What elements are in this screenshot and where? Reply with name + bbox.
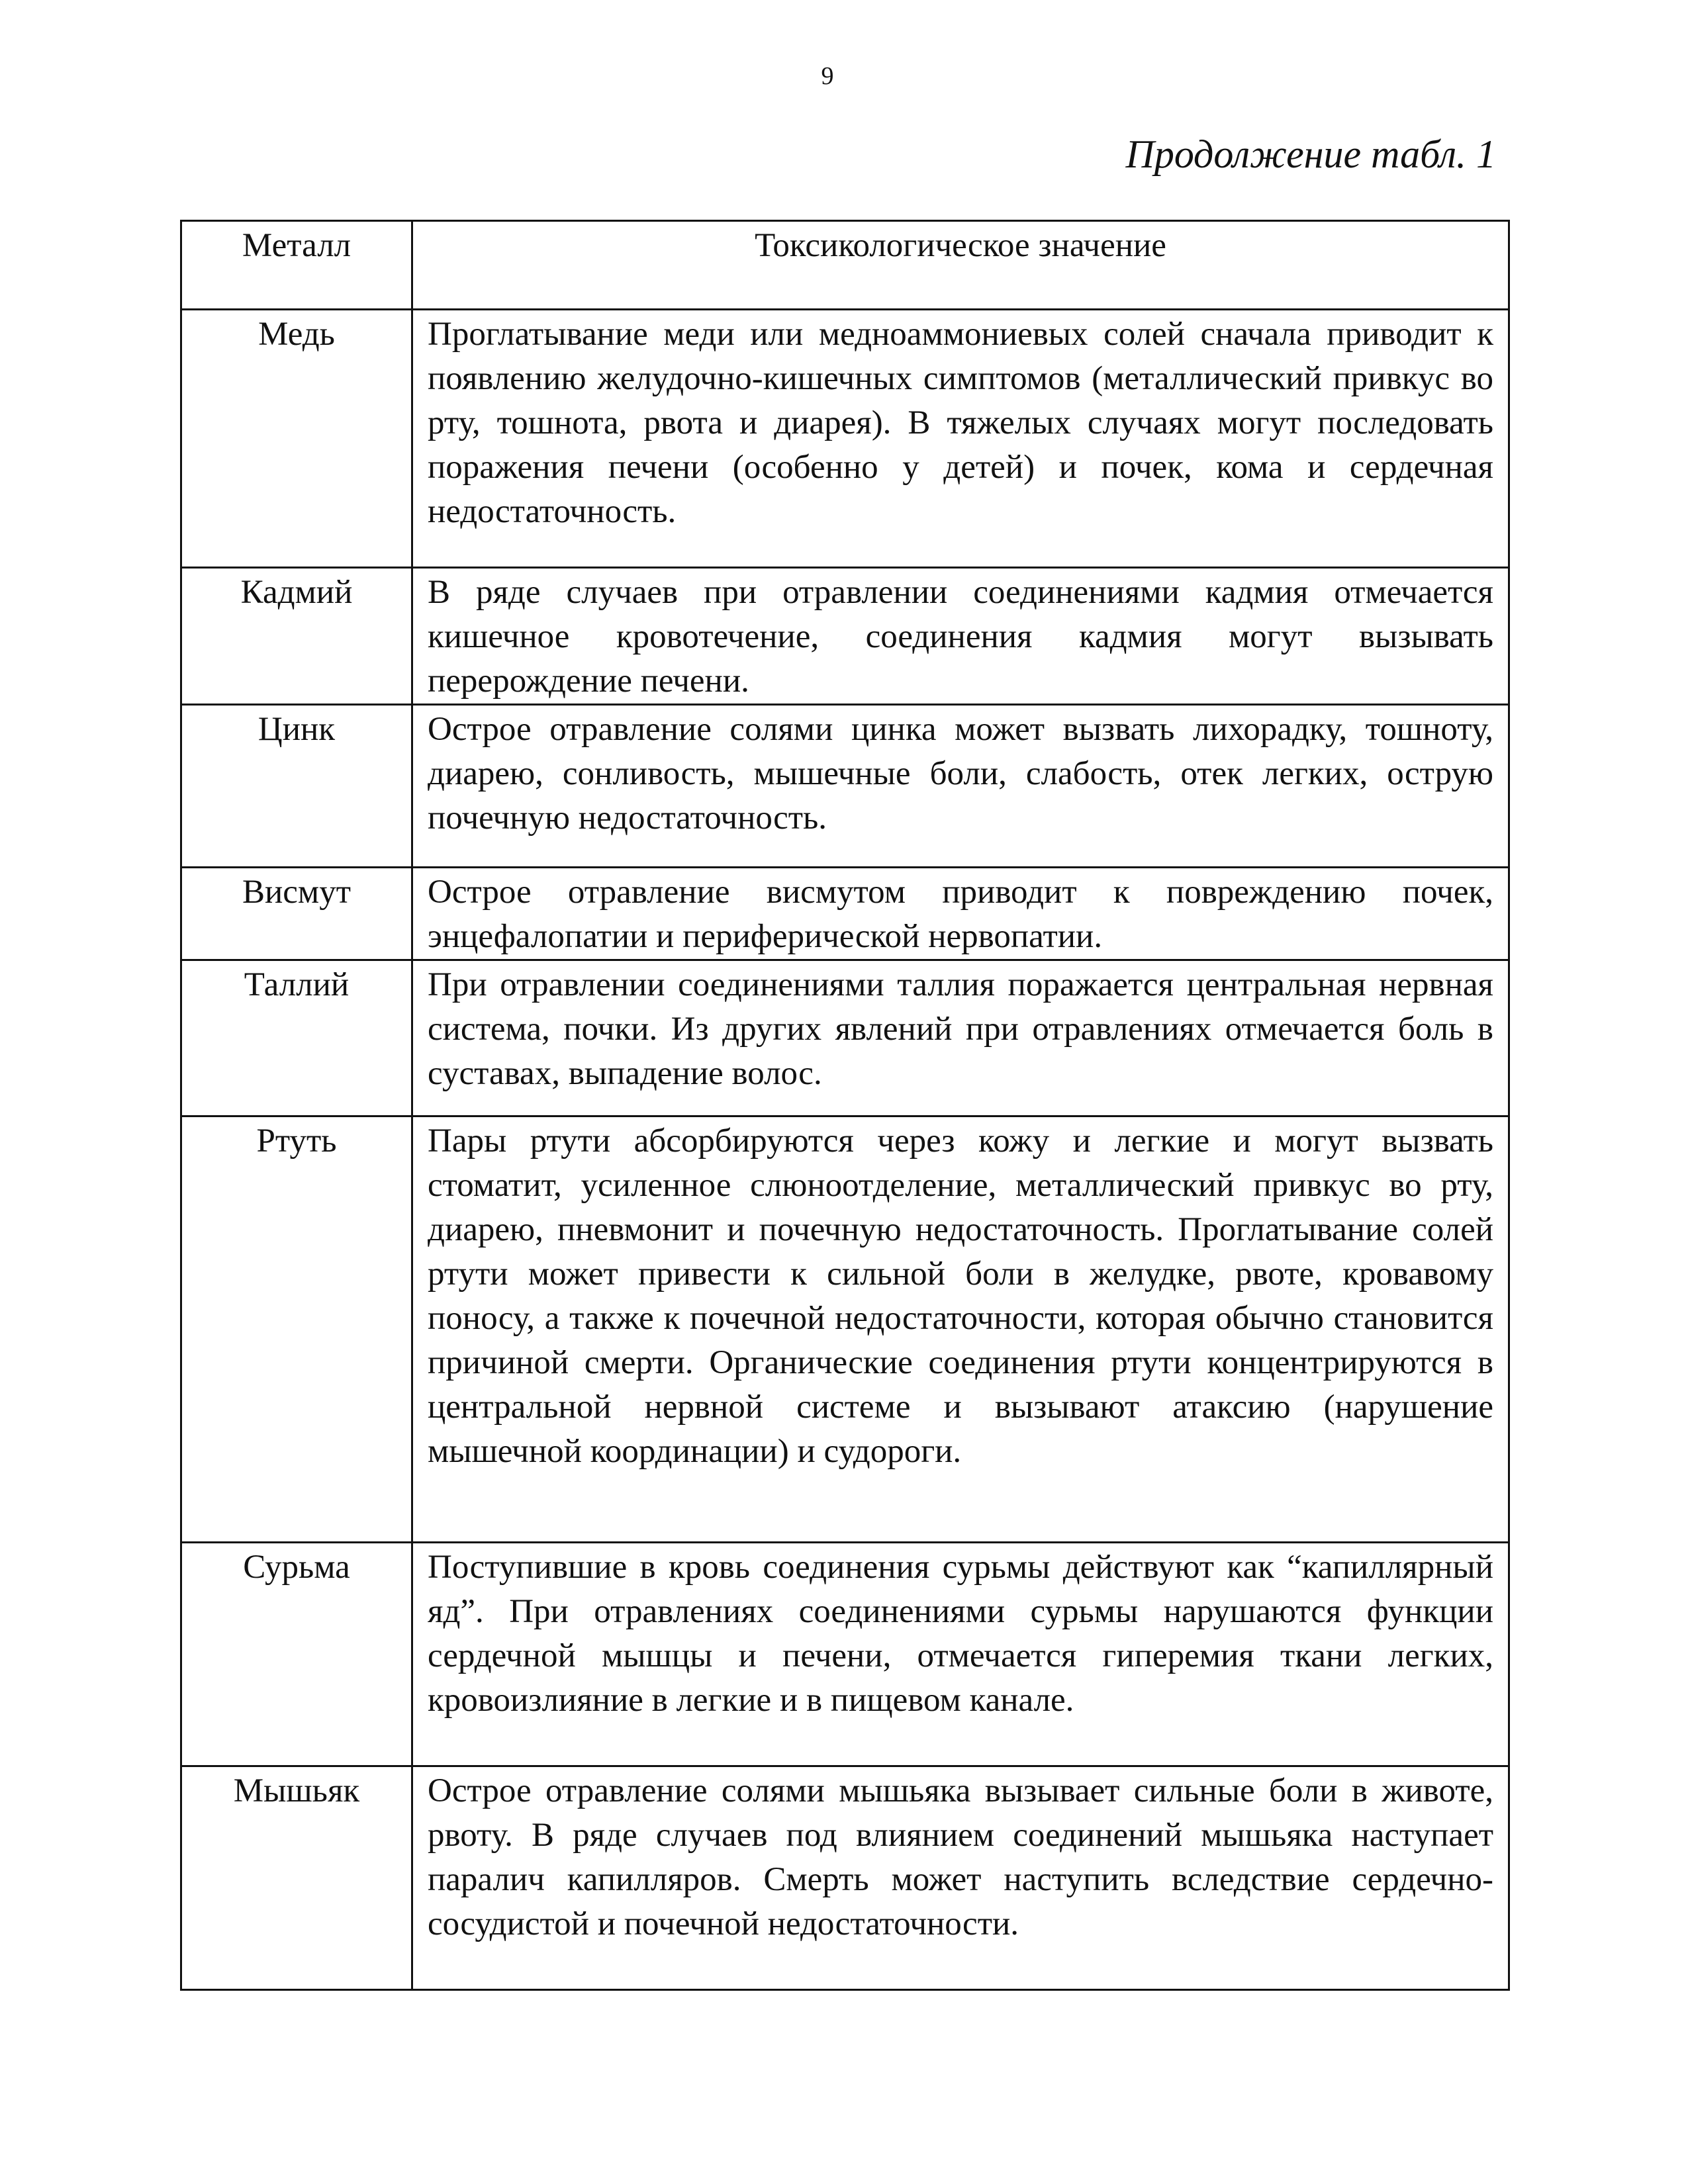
metal-description: В ряде случаев при отравлении соединениями кадмия отмечается кишечное кровотечение, соединения кадмия могут вызывать перерождение печени. [412, 568, 1509, 705]
header-metal: Металл [181, 221, 412, 310]
metal-name: Таллий [181, 960, 412, 1116]
metal-name: Висмут [181, 868, 412, 960]
metal-name: Мышьяк [181, 1766, 412, 1990]
metal-name: Медь [181, 310, 412, 568]
table-row [181, 960, 1509, 1116]
table-header-row [181, 221, 1509, 310]
metal-description: Пары ртути абсорбируются через кожу и легкие и могут вызвать стоматит, усиленное слюноотделение, металлический привкус во рту, диарею, пневмонит и почечную недостаточность. Проглатывание солей ртути может привести к сильной боли в желудке, рвоте, кровавому поносу, а также к почечной недостаточности, которая обычно становится причиной смерти. Органические соединения ртути концентрируются в центральной нервной системе и вызывают атаксию (нарушение мышечной координации) и судороги. [412, 1116, 1509, 1543]
metal-description: Острое отравление солями цинка может вызвать лихорадку, тошноту, диарею, сонливость, мышечные боли, слабость, отек легких, острую почечную недостаточность. [412, 705, 1509, 868]
metal-description: Поступившие в кровь соединения сурьмы действуют как “капиллярный яд”. При отравлениях соединениями сурьмы нарушаются функции сердечной мышцы и печени, отмечается гиперемия ткани легких, кровоизлияние в легкие и в пищевом канале. [412, 1543, 1509, 1766]
metals-toxicology-table [180, 220, 1510, 1991]
metal-description: Острое отравление висмутом приводит к повреждению почек, энцефалопатии и периферической нервопатии. [412, 868, 1509, 960]
table-row [181, 868, 1509, 960]
table-row [181, 1766, 1509, 1990]
metal-name: Цинк [181, 705, 412, 868]
header-toxicological-significance: Токсикологическое значение [412, 221, 1509, 310]
metal-description: При отравлении соединениями таллия поражается центральная нервная система, почки. Из других явлений при отравлениях отмечается боль в суставах, выпадение волос. [412, 960, 1509, 1116]
metal-name: Кадмий [181, 568, 412, 705]
metal-name: Ртуть [181, 1116, 412, 1543]
table-row [181, 705, 1509, 868]
table-row [181, 310, 1509, 568]
metal-name: Сурьма [181, 1543, 412, 1766]
table-row [181, 568, 1509, 705]
metal-description: Проглатывание меди или медноаммониевых солей сначала приводит к появлению желудочно-кишечных симптомов (металлический привкус во рту, тошнота, рвота и диарея). В тяжелых случаях могут последовать поражения печени (особенно у детей) и почек, кома и сердечная недостаточность. [412, 310, 1509, 568]
table-row [181, 1116, 1509, 1543]
page-number: 9 [821, 62, 834, 90]
metal-description: Острое отравление солями мышьяка вызывает сильные боли в животе, рвоту. В ряде случаев под влиянием соединений мышьяка наступает паралич капилляров. Смерть может наступить вследствие сердечно-сосудистой и почечной недостаточности. [412, 1766, 1509, 1990]
table-row [181, 1543, 1509, 1766]
table-continuation-label: Продолжение табл. 1 [1125, 132, 1496, 176]
